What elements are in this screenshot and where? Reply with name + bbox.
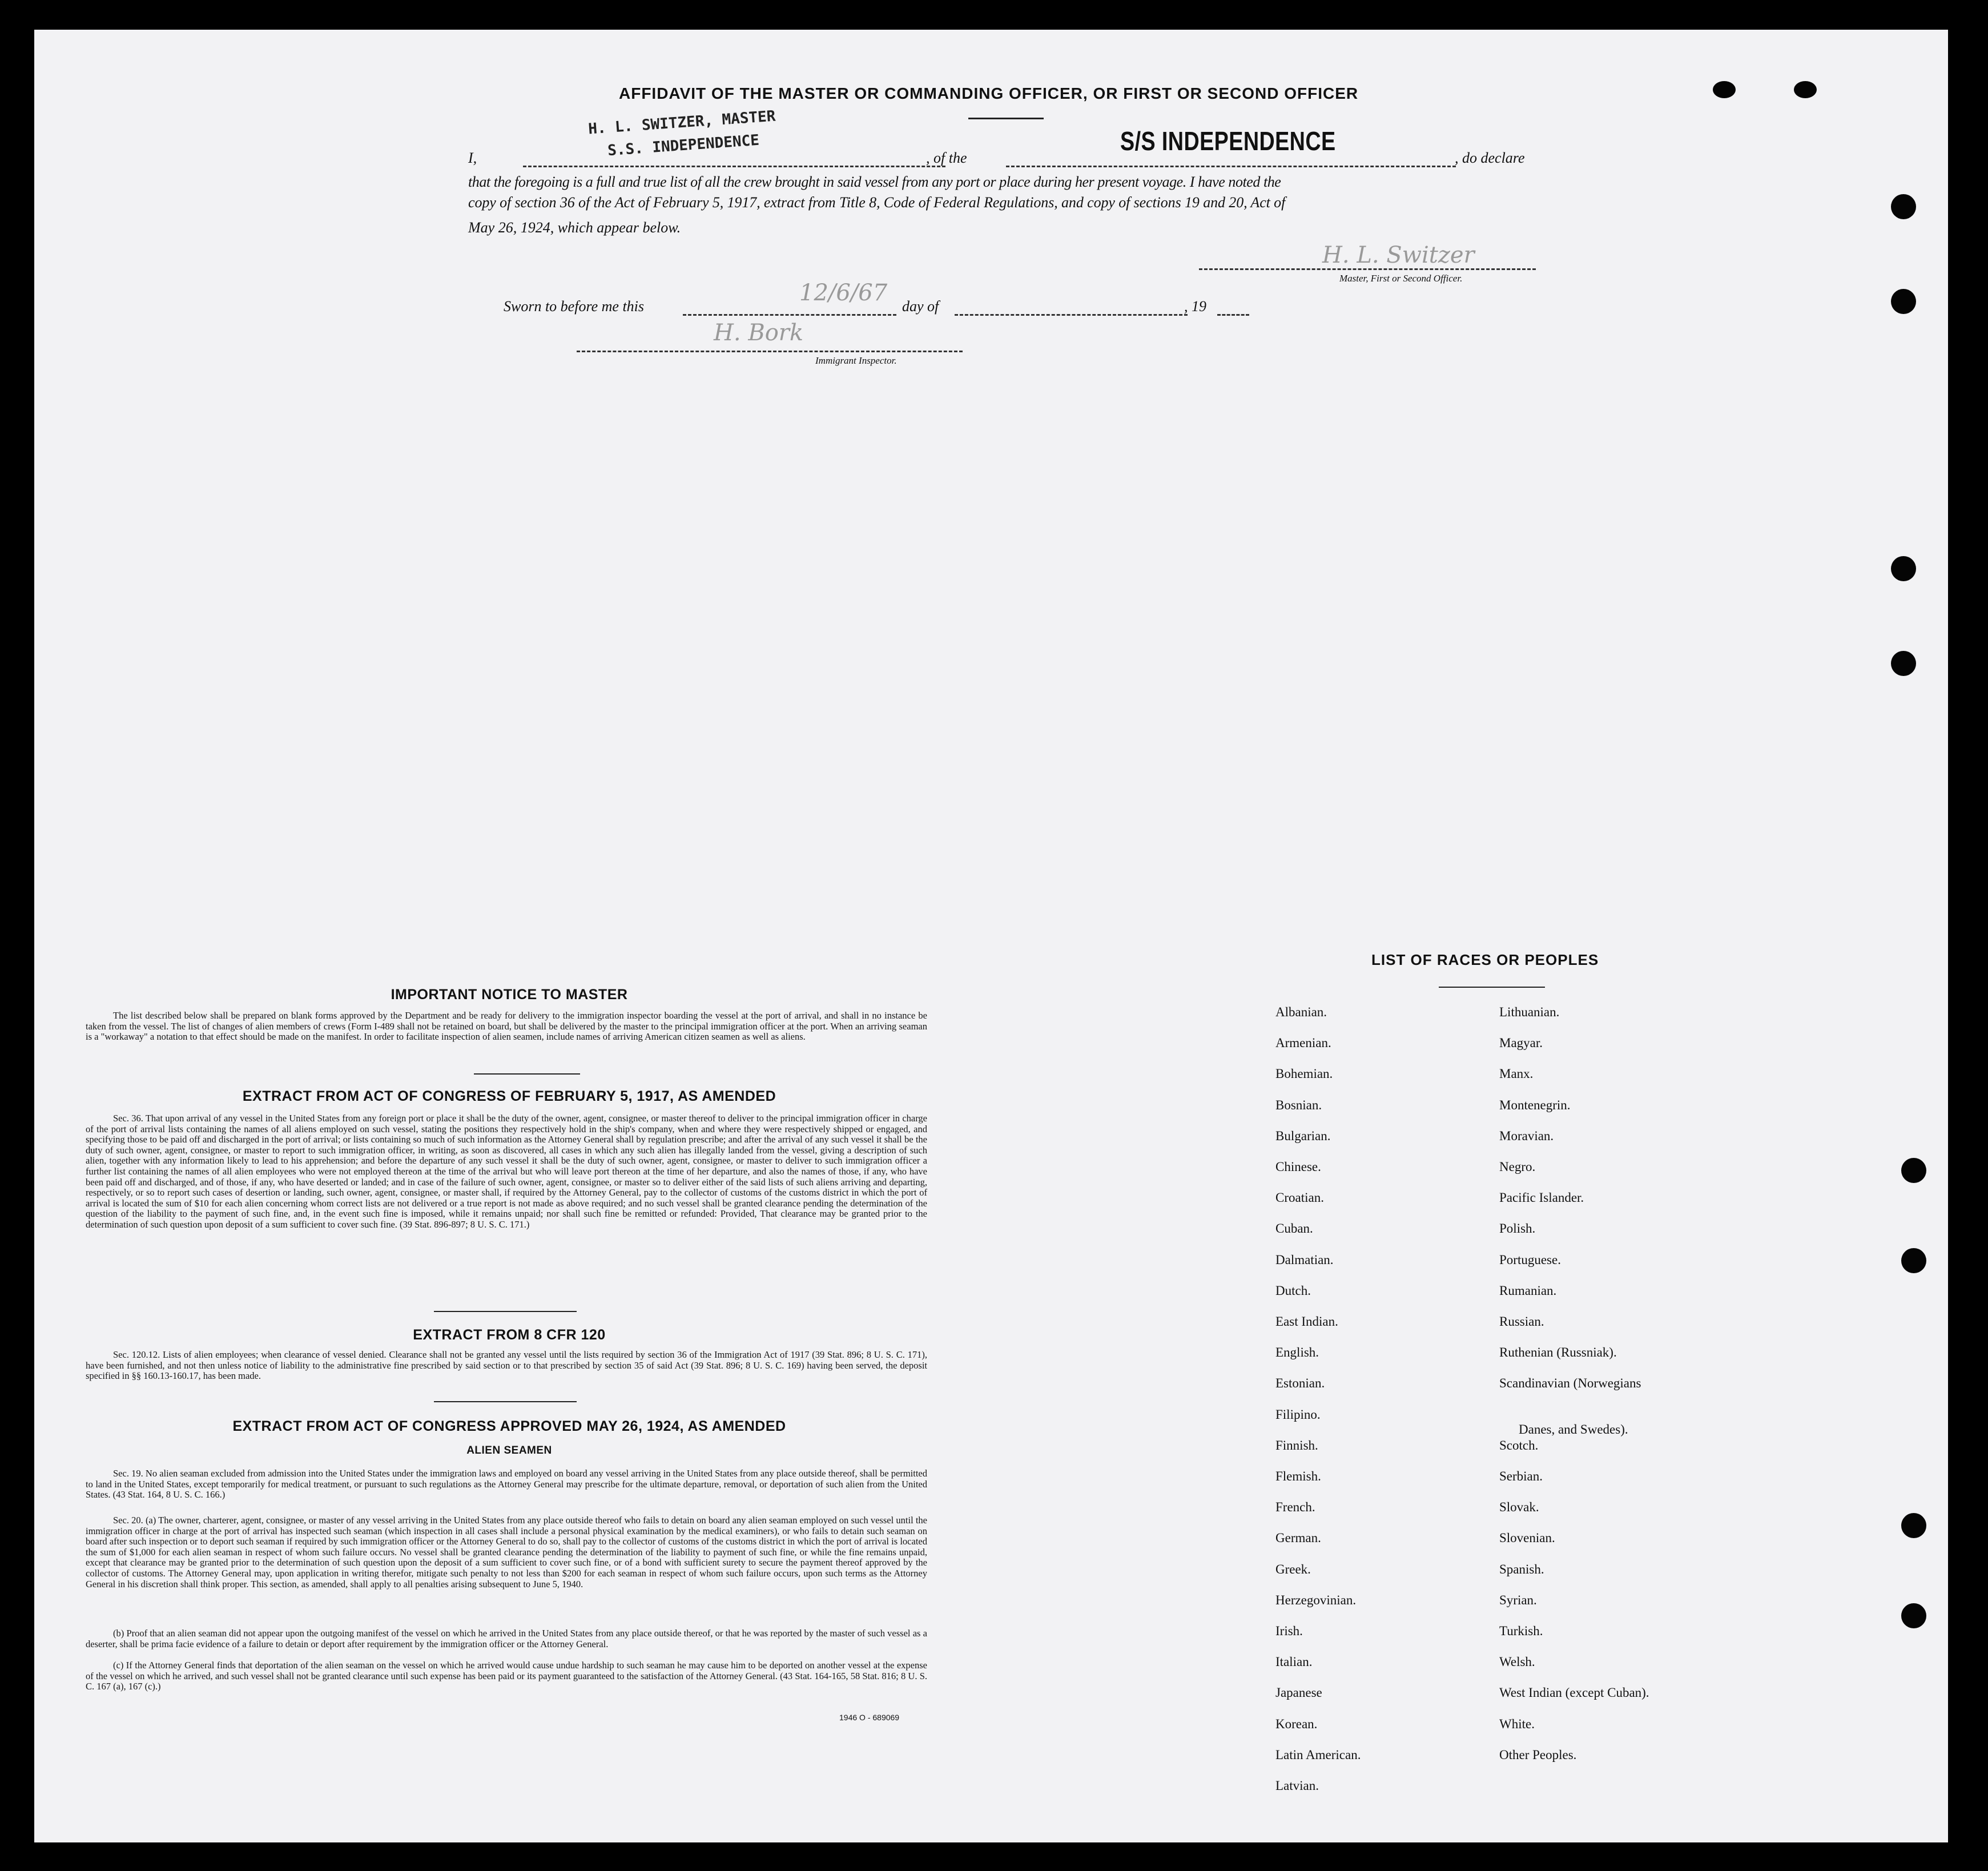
day-of-label: day of	[902, 298, 939, 315]
affidavit-line-2: that the foregoing is a full and true list of all the crew brought in said vessel from any port or place during her present voyage. I have noted the	[468, 174, 1281, 190]
inspector-label: Immigrant Inspector.	[815, 355, 897, 366]
race-item: Syrian.	[1499, 1592, 1537, 1607]
print-code: 1946 O - 689069	[839, 1713, 900, 1722]
rule-1	[474, 1073, 580, 1075]
race-item: Croatian.	[1275, 1190, 1324, 1205]
name-line	[523, 166, 945, 167]
rule-2	[434, 1311, 577, 1312]
affidavit-line-3: copy of section 36 of the Act of February 5, 1917, extract from Title 8, Code of Federal Regulations, and copy of sections 19 and 20, Act of	[468, 194, 1286, 211]
race-item: Herzegovinian.	[1275, 1592, 1357, 1607]
affidavit-title: AFFIDAVIT OF THE MASTER OR COMMANDING OFFICER, OR FIRST OR SECOND OFFICER	[619, 85, 1359, 102]
race-item: Polish.	[1499, 1221, 1536, 1236]
race-item: Korean.	[1275, 1716, 1318, 1731]
master-name-stamp: H. L. SWITZER, MASTER	[587, 107, 776, 138]
race-item: Slovenian.	[1499, 1531, 1555, 1546]
punch-hole-top-1	[1713, 81, 1736, 98]
race-item: Bulgarian.	[1275, 1128, 1331, 1143]
punch-hole-7	[1901, 1513, 1926, 1538]
alien-seamen-subtitle: ALIEN SEAMEN	[466, 1445, 552, 1456]
punch-hole-2	[1891, 289, 1916, 314]
race-item: Pacific Islander.	[1499, 1190, 1584, 1205]
race-item: White.	[1499, 1716, 1535, 1731]
race-item: Russian.	[1499, 1314, 1544, 1329]
affidavit-line-4: May 26, 1924, which appear below.	[468, 219, 681, 236]
section-20a-body: Sec. 20. (a) The owner, charterer, agent, consignee, or master of any vessel arriving in the United States from any place outside thereof who fails to detain on board any alien seaman employed on such vessel until the immigration officer in charge at the port of arrival has inspected such seaman (which inspection in all cases shall include a personal physical examination by the medical examiners), or who fails to detain such seaman on board after such inspection or to deport such seaman if required by such immigration officer or the Attorney General to do so, shall pay to the collector of customs of the customs district in which the port of arrival is located the sum of $1,000 for each alien seaman in respect of whom such failure occurs. No vessel shall be granted clearance pending the determination of the liability to payment of such fine, or while the fine remains unpaid, except that clearance may be granted prior to the determination of such question upon the deposit of a sum sufficient to cover such fine, or of a bond with sufficient surety to secure the payment thereof approved by the collector of customs. The Attorney General may, upon application in writing therefor, mitigate such penalty to not less than $200 for each seaman in respect of whom such failure occurs, upon such terms as the Attorney General in his discretion shall think proper. This section, as amended, shall apply to all penalties arising subsequent to June 5, 1940.	[86, 1515, 927, 1590]
race-item: Flemish.	[1275, 1469, 1321, 1483]
title-rule	[968, 118, 1044, 119]
race-item: Dutch.	[1275, 1283, 1311, 1298]
cfr-120-title: EXTRACT FROM 8 CFR 120	[413, 1327, 606, 1343]
master-signature-line	[1199, 268, 1536, 270]
vessel-name: S/S INDEPENDENCE	[1120, 126, 1336, 156]
master-label: Master, First or Second Officer.	[1339, 273, 1463, 284]
races-title-rule	[1439, 987, 1545, 988]
race-item: Moravian.	[1499, 1128, 1554, 1143]
race-item: Turkish.	[1499, 1624, 1543, 1638]
race-item: Ruthenian (Russniak).	[1499, 1345, 1617, 1360]
do-declare-label: , do declare	[1455, 150, 1525, 166]
race-item: Danes, and Swedes).	[1519, 1422, 1628, 1437]
race-item: French.	[1275, 1500, 1315, 1515]
sworn-label: Sworn to before me this	[504, 298, 645, 315]
punch-hole-5	[1901, 1158, 1926, 1183]
race-item: Dalmatian.	[1275, 1252, 1334, 1267]
extract-1917-body: Sec. 36. That upon arrival of any vessel in the United States from any foreign port or place it shall be the duty of the owner, agent, consignee, or master thereof to deliver to the principal immigration officer in charge of the port of arrival lists containing the names of all aliens employed on such vessel, stating the positions they respectively hold in the ship's company, when and where they were respectively shipped or engaged, and specifying those to be paid off and discharged in the port of arrival; or lists containing so much of such information as the Attorney General shall by regulation prescribe; and after the arrival of any such vessel it shall be the duty of such owner, agent, consignee, or master to report to such immigration officer, in writing, as soon as discovered, all cases in which any such alien has illegally landed from the vessel, giving a description of such alien, together with any information likely to lead to his apprehension; and before the departure of any such vessel it shall be the duty of such owner, agent, consignee, or master to deliver to such immigration officer a further list containing the names of all alien employees who were not employed thereon at the time of the arrival but who will leave port thereon at the time of her departure, and also the names of those, if any, who have been paid off and discharged, and of those, if any, who have deserted or landed; and in case of the failure of such owner, agent, consignee, or master so to deliver either of the said lists of such aliens arriving and departing, respectively, or so to report such cases of desertion or landing, such owner, agent, consignee, or master shall, if required by the Attorney General, pay to the collector of customs of the customs district in which the port of arrival is located the sum of $10 for each alien concerning whom correct lists are not delivered or a true report is not made as above required; and no such vessel shall be granted clearance pending the determination of the question of the liability to the payment of such fine, and, in the event such fine is imposed, while it remains unpaid; nor shall such fine be remitted or refunded: Provided, That clearance may be granted prior to the determination of such question upon deposit of a sum sufficient to cover such fine. (39 Stat. 896-897; 8 U. S. C. 171.)	[86, 1113, 927, 1230]
race-item: Magyar.	[1499, 1036, 1543, 1051]
sworn-date-line	[683, 314, 896, 316]
section-20c-body: (c) If the Attorney General finds that deportation of the alien seaman on the vessel on which he arrived would cause undue hardship to such seaman he may cause him to be deported on another vessel at the expense of the vessel on which he arrived, and such vessel shall not be granted clearance until such expense has been paid or its payment guaranteed to the satisfaction of the Attorney General. (43 Stat. 164-165, 58 Stat. 816; 8 U. S. C. 167 (a), 167 (c).)	[86, 1660, 927, 1692]
month-line	[955, 314, 1188, 316]
race-item: Other Peoples.	[1499, 1747, 1577, 1762]
race-item: West Indian (except Cuban).	[1499, 1685, 1649, 1700]
section-19-body: Sec. 19. No alien seaman excluded from admission into the United States under the immigration laws and employed on board any vessel arriving in the United States from any place outside thereof, shall be permitted to land in the United States, except temporarily for medical treatment, or pursuant to such regulations as the Attorney General may prescribe for the ultimate departure, removal, or deportation of such alien from the United States. (43 Stat. 164, 8 U. S. C. 166.)	[86, 1468, 927, 1500]
notice-title: IMPORTANT NOTICE TO MASTER	[391, 987, 628, 1003]
punch-hole-8	[1901, 1603, 1926, 1628]
race-item: Montenegrin.	[1499, 1097, 1571, 1112]
race-item: Slovak.	[1499, 1500, 1539, 1515]
races-title: LIST OF RACES OR PEOPLES	[1371, 951, 1599, 968]
cfr-120-body: Sec. 120.12. Lists of alien employees; when clearance of vessel denied. Clearance shall not be granted any vessel until the lists required by section 36 of the Immigration Act of 1917 (39 Stat. 896; 8 U. S. C. 171), have been furnished, and not then unless notice of liability to the administrative fine prescribed by said section or to that prescribed by section 35 of said Act (39 Stat. 896; 8 U. S. C. 169) having been served, the deposit specified in §§ 160.13-160.17, has been made.	[86, 1349, 927, 1382]
race-item: Manx.	[1499, 1067, 1534, 1081]
i-label: I,	[468, 150, 477, 166]
race-item: German.	[1275, 1531, 1321, 1546]
extract-1924-title: EXTRACT FROM ACT OF CONGRESS APPROVED MAY 26, 1924, AS AMENDED	[232, 1418, 786, 1434]
race-item: Lithuanian.	[1499, 1005, 1560, 1019]
race-item: Spanish.	[1499, 1562, 1544, 1576]
punch-hole-top-2	[1794, 81, 1817, 98]
race-item: Estonian.	[1275, 1376, 1325, 1391]
race-item: Italian.	[1275, 1655, 1313, 1669]
vessel-line	[1006, 166, 1456, 167]
race-item: English.	[1275, 1345, 1319, 1360]
race-item: Bohemian.	[1275, 1067, 1333, 1081]
race-item: Armenian.	[1275, 1036, 1331, 1051]
rule-3	[434, 1401, 577, 1402]
race-item: Albanian.	[1275, 1005, 1327, 1019]
race-item: Filipino.	[1275, 1407, 1321, 1422]
inspector-signature: H. Bork	[714, 320, 804, 346]
race-item: Serbian.	[1499, 1469, 1543, 1483]
year-label: , 19	[1184, 298, 1206, 315]
extract-1917-title: EXTRACT FROM ACT OF CONGRESS OF FEBRUARY 5, 1917, AS AMENDED	[242, 1088, 776, 1104]
race-item: Greek.	[1275, 1562, 1311, 1576]
race-item: East Indian.	[1275, 1314, 1338, 1329]
race-item: Japanese	[1275, 1685, 1322, 1700]
master-signature: H. L. Switzer	[1322, 242, 1475, 268]
section-20b-body: (b) Proof that an alien seaman did not appear upon the outgoing manifest of the vessel on which he arrived in the United States from any place outside thereof, or that he was reported by the master of such vessel as a deserter, shall be prima facie evidence of a failure to detain or deport after requirement by the immigration officer or the Attorney General.	[86, 1628, 927, 1649]
punch-hole-3	[1891, 556, 1916, 581]
race-item: Irish.	[1275, 1624, 1303, 1638]
punch-hole-6	[1901, 1248, 1926, 1273]
race-item: Latin American.	[1275, 1747, 1361, 1762]
race-item: Portuguese.	[1499, 1252, 1561, 1267]
vessel-stamp: S.S. INDEPENDENCE	[607, 131, 760, 160]
punch-hole-4	[1891, 651, 1916, 676]
race-item: Rumanian.	[1499, 1283, 1557, 1298]
race-item: Scandinavian (Norwegians	[1499, 1376, 1641, 1391]
race-item: Negro.	[1499, 1160, 1536, 1174]
sworn-date: 12/6/67	[799, 280, 888, 306]
year-line	[1217, 314, 1249, 316]
of-the-label: , of the	[926, 150, 967, 166]
race-item: Cuban.	[1275, 1221, 1313, 1236]
punch-hole-1	[1891, 194, 1916, 219]
inspector-line	[577, 351, 963, 352]
race-item: Latvian.	[1275, 1779, 1319, 1793]
race-item: Chinese.	[1275, 1160, 1321, 1174]
race-item: Welsh.	[1499, 1655, 1535, 1669]
notice-body: The list described below shall be prepared on blank forms approved by the Department and be ready for delivery to the immigration inspector boarding the vessel at the port of arrival, and shall in no instance be taken from the vessel. The list of changes of alien members of crews (Form I-489 shall not be retained on board, but shall be delivered by the master to the principal immigration officer at the port. When an arriving seaman is a "workaway" a notation to that effect should be made on the manifest. In order to facilitate inspection of alien seamen, include names of arriving American citizen seamen as well as aliens.	[86, 1010, 927, 1043]
race-item: Scotch.	[1499, 1438, 1539, 1452]
race-item: Bosnian.	[1275, 1097, 1322, 1112]
race-item: Finnish.	[1275, 1438, 1318, 1452]
